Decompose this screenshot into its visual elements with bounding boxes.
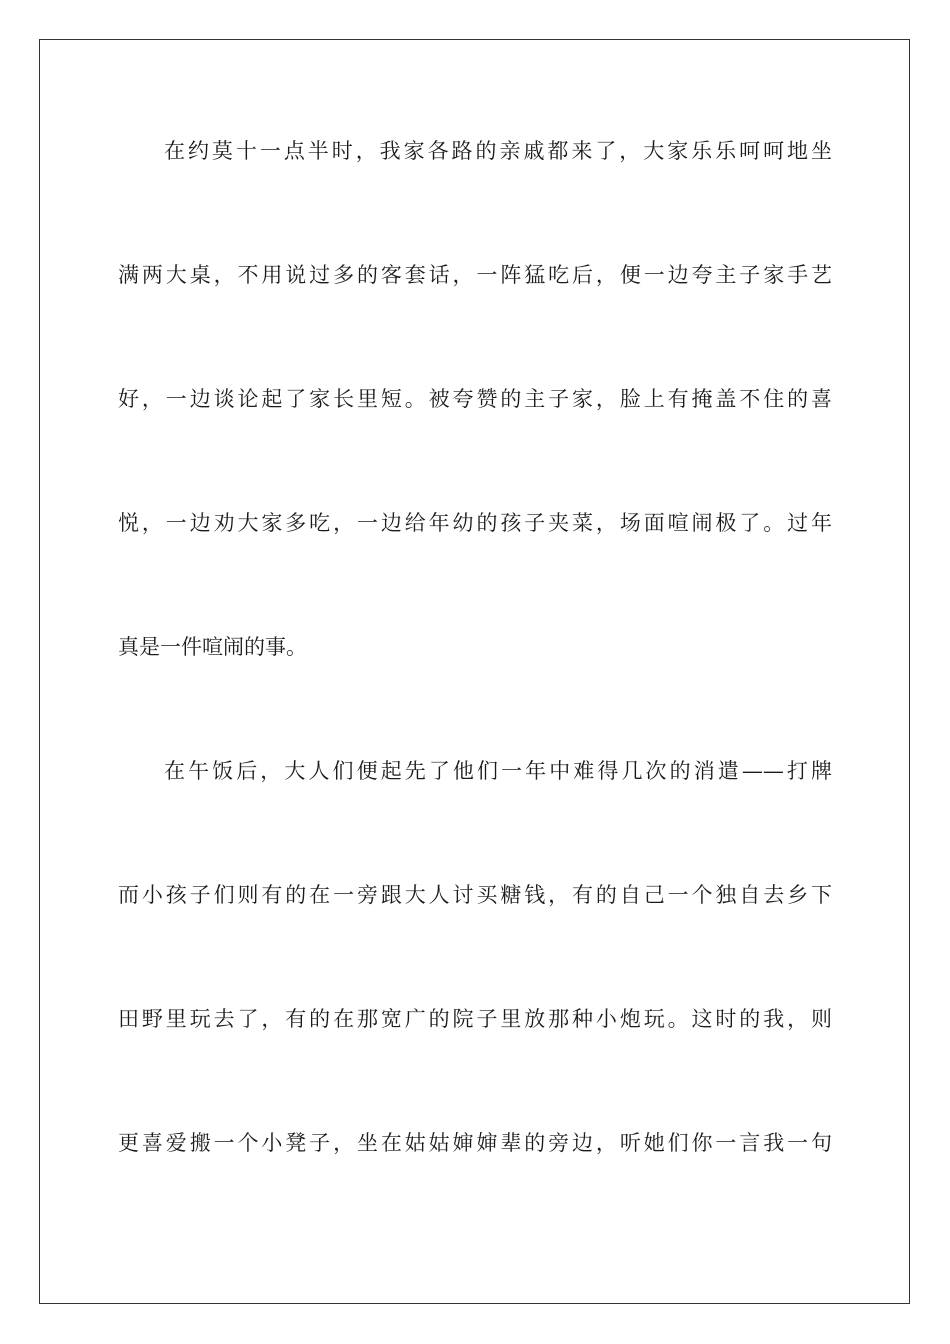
- text-line: 更喜爱搬一个小凳子，坐在姑姑婶婶辈的旁边，听她们你一言我一句: [118, 1131, 832, 1155]
- text-line: 在午饭后，大人们便起先了他们一年中难得几次的消遣——打牌: [164, 759, 832, 783]
- text-line: 好，一边谈论起了家长里短。被夸赞的主子家，脸上有掩盖不住的喜: [118, 387, 832, 411]
- text-line: 而小孩子们则有的在一旁跟大人讨买糖钱，有的自己一个独自去乡下: [118, 883, 832, 907]
- text-line: 满两大桌，不用说过多的客套话，一阵猛吃后，便一边夸主子家手艺: [118, 263, 832, 287]
- page-border: [39, 39, 910, 1304]
- text-line: 真是一件喧闹的事。: [118, 635, 307, 659]
- text-line: 田野里玩去了，有的在那宽广的院子里放那种小炮玩。这时的我，则: [118, 1007, 832, 1031]
- text-line: 悦，一边劝大家多吃，一边给年幼的孩子夹菜，场面喧闹极了。过年: [118, 511, 832, 535]
- text-line: 在约莫十一点半时，我家各路的亲戚都来了，大家乐乐呵呵地坐: [164, 139, 832, 163]
